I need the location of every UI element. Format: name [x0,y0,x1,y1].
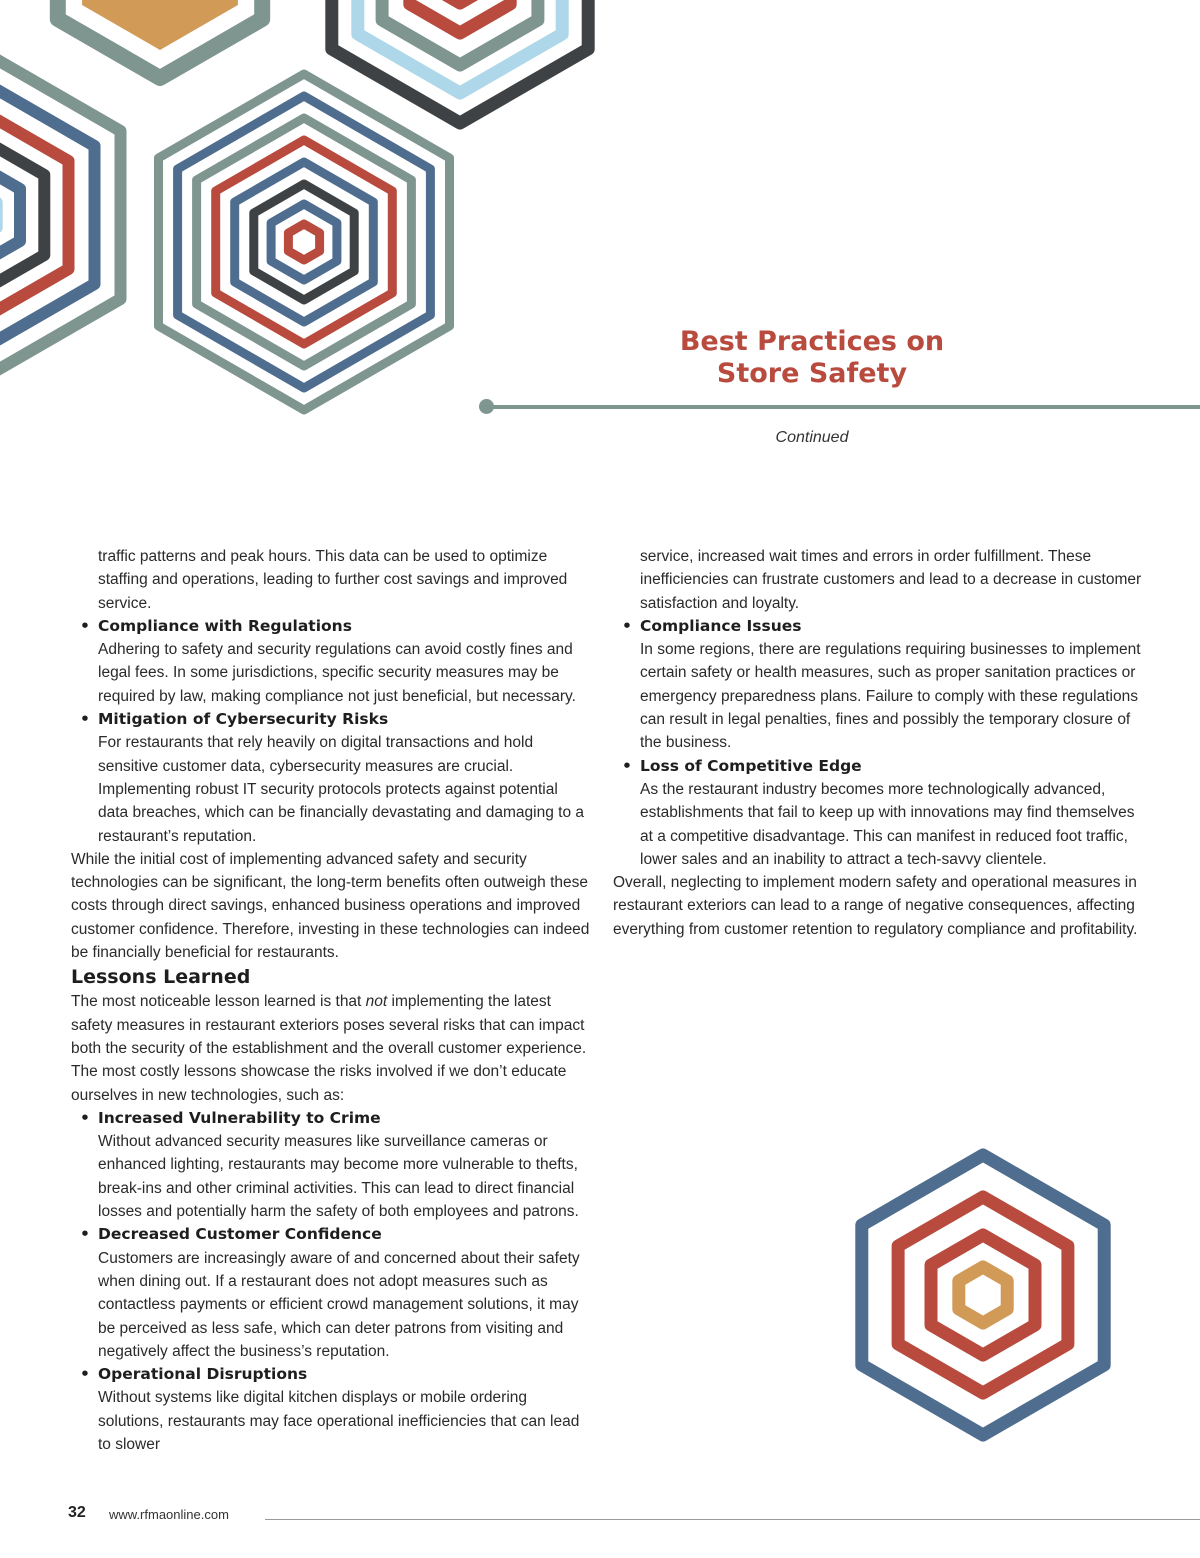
page-number: 32 [68,1504,86,1521]
continued-label: Continued [775,429,849,446]
risk-title: • Loss of Competitive Edge [613,755,1143,778]
risk-title: • Operational Disruptions [71,1363,591,1386]
lessons-intro-emphasis: not [365,993,388,1011]
hexagon-rings-icon [288,224,319,260]
section-heading-lessons: Lessons Learned [71,966,251,989]
page-title [612,326,1012,390]
title-line-2: Store Safety [716,358,908,389]
benefit-body: For restaurants that rely heavily on digital transactions and hold sensitive customer data, cybersecurity measures are crucial. Implementing robust IT security protocols protects against potential data breaches, which can be financially devastating and damaging to a restaurant’s reputation. [98,734,584,845]
risk-body: Customers are increasingly aware of and concerned about their safety when dining out. If a restaurant does not adopt measures such as contactless payments or efficient crowd management solutions, it may be perceived as less safe, which can deter patrons from visiting and negatively affect the business’s reputation. [98,1249,580,1360]
benefit-title: • Compliance with Regulations [71,615,591,638]
risk-title: • Decreased Customer Confidence [71,1223,591,1246]
lessons-intro-after: implementing the latest safety measures in restaurant exteriors poses several risks that can impact both the security of the establishment and the overall customer experience. The most costly lessons showcase the risks involved if we don’t educate ourselves in new technologies, such as: [71,993,587,1104]
hexagon-rings-icon [271,204,337,280]
risk-title: • Compliance Issues [613,615,1143,638]
hexagon-rings-icon [436,0,484,3]
title-line-1: Best Practices on [679,326,945,357]
risk-body: As the restaurant industry becomes more technologically advanced, establishments that fail to keep up with innovations may find themselves at a competitive disadvantage. This can manifest in reduced foot traffic, lower sales and an inability to attract a tech-savvy clientele. [640,780,1135,868]
lessons-intro-before: The most noticeable lesson learned is that [71,993,366,1011]
hexagon-rings-icon [931,1235,1035,1355]
risk-body: Without systems like digital kitchen displays or mobile ordering solutions, restaurants may face operational inefficiencies that can lead to slower [98,1389,580,1453]
intro-continuation: traffic patterns and peak hours. This data can be used to optimize staffing and operations, leading to further cost savings and improved service. [98,548,568,612]
hexagon-rings-icon [159,74,450,410]
left-column [71,545,591,1456]
risk-body: Without advanced security measures like surveillance cameras or enhanced lighting, restaurants may become more vulnerable to thefts, break-ins and other criminal activities. This can lead to direct financial losses and potentially harm the safety of both employees and patrons. [98,1133,579,1221]
conclusion: Overall, neglecting to implement modern safety and operational measures in restaurant exteriors can lead to a range of negative consequences, affecting everything from customer retention to regulatory compliance and profitability. [613,874,1138,938]
lessons-intro [71,990,591,1106]
hexagon-rings-icon [0,163,20,267]
footer-website: www.rfmaonline.com [109,1507,229,1522]
hexagon-rings-icon [197,118,412,366]
hexagon-rings-icon [959,1267,1007,1323]
cost-summary: While the initial cost of implementing advanced safety and security technologies can be significant, the long-term benefits often outweigh these costs through direct savings, enhanced business operations and improved customer confidence. Therefore, investing in these technologies can indeed be financially beneficial for restaurants. [71,850,590,962]
benefit-title: • Mitigation of Cybersecurity Risks [71,708,591,731]
benefit-body: Adhering to safety and security regulations can avoid costly fines and legal fees. In some jurisdictions, specific security measures may be required by law, making compliance not just beneficial, but necessary. [98,641,576,705]
risk-body: In some regions, there are regulations requiring businesses to implement certain safety or health measures, such as proper sanitation practices or emergency preparedness plans. Failure to comply with these regulations can result in legal penalties, fines and possibly the temporary closure of the business. [640,641,1141,752]
footer-rule [265,1519,1200,1520]
hexagon-rings-icon [216,140,393,344]
risk-body-continuation: service, increased wait times and errors in order fulfillment. These inefficiencies can frustrate customers and lead to a decrease in customer satisfaction and loyalty. [640,548,1142,612]
right-column [613,545,1143,941]
risk-title: • Increased Vulnerability to Crime [71,1107,591,1130]
hexagon-rings-icon [898,1197,1068,1393]
title-rule [490,405,1200,409]
hexagon-rings-icon [0,107,69,323]
